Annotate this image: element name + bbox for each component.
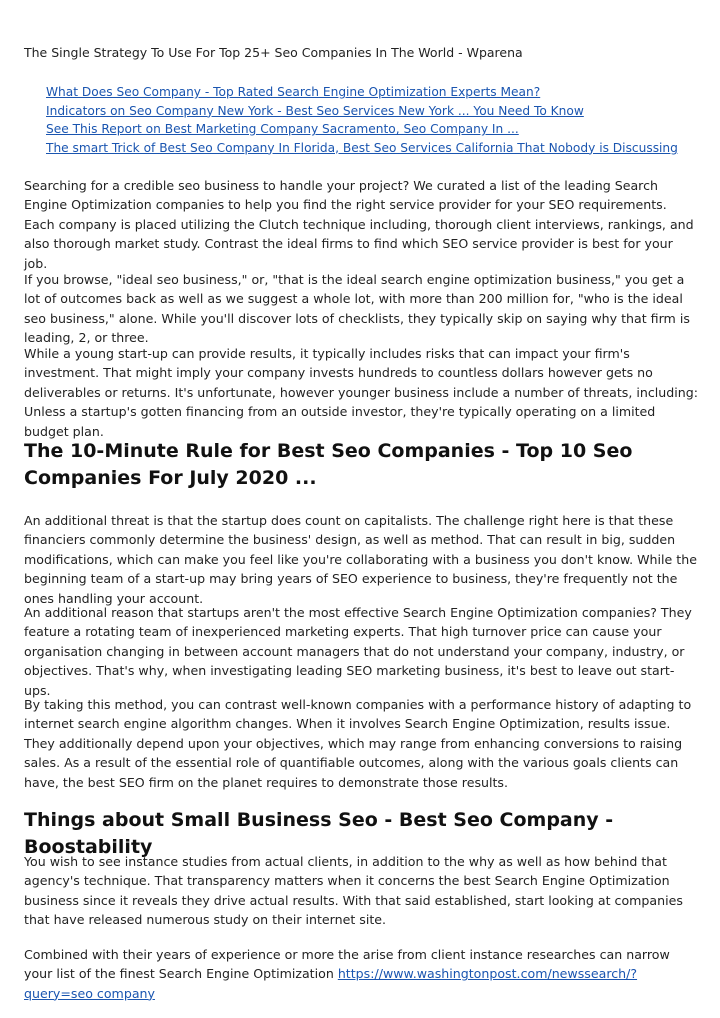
section-1-paragraph-3: By taking this method, you can contrast well-known companies with a performance history of adapting to internet search engine algorithm changes. When it involves Search Engine Optimization, results issue. They additionally depend upon your objectives, which may range from enhancing conversions to raising sales. As a result of the essential role of quantifiable outcomes, along with the various goals clients can have, the best SEO firm on the planet requires to demonstrate those results.: [24, 697, 692, 790]
section-heading-2: Things about Small Business Seo - Best Seo Company - Boostability: [24, 809, 614, 858]
toc-link-1[interactable]: What Does Seo Company - Top Rated Search Engine Optimization Experts Mean?: [46, 85, 541, 99]
toc-item: [46, 139, 678, 158]
section-2-paragraph-2-text: Combined with their years of experience or more the arise from client instance researches can narrow your list of the finest Search Engine Optimization: [24, 947, 670, 982]
intro-paragraph-1: Searching for a credible seo business to handle your project? We curated a list of the leading Search Engine Optimization companies to help you find the right service provider for your SEO requirements. Each company is placed utilizing the Clutch technique including, thorough client interviews, rankings, and also thorough market study. Contrast the ideal firms to find which SEO service provider is best for your job.: [24, 178, 694, 271]
washingtonpost-search-link[interactable]: https://www.washingtonpost.com/newssearch/?query=seo company: [24, 966, 638, 1001]
section-2-paragraph-2: [24, 945, 700, 1003]
toc-link-3[interactable]: See This Report on Best Marketing Company Sacramento, Seo Company In ...: [46, 122, 519, 136]
toc-link-4[interactable]: The smart Trick of Best Seo Company In Florida, Best Seo Services California That Nobody is Discussing: [46, 140, 678, 155]
toc-link-2[interactable]: Indicators on Seo Company New York - Best Seo Services New York ... You Need To Know: [46, 103, 584, 118]
document-title: The Single Strategy To Use For Top 25+ Seo Companies In The World - Wparena: [24, 45, 523, 60]
section-1-paragraph-2: An additional reason that startups aren't the most effective Search Engine Optimization companies? They feature a rotating team of inexperienced marketing experts. That high turnover price can cause your organisation changing in between account managers that do not understand your company, industry, or objectives. That's why, when investigating leading SEO marketing business, it's best to leave out start-ups.: [24, 605, 692, 698]
section-1-paragraph-1: An additional threat is that the startup does count on capitalists. The challenge right here is that these financiers commonly determine the business' design, as well as method. That can result in big, sudden modifications, which can make you feel like you're collaborating with a business you don't know. While the beginning team of a start-up may bring years of SEO experience to business, they're frequently not the ones handling your account.: [24, 513, 697, 606]
toc-item: [46, 120, 678, 139]
toc-item: [46, 102, 678, 121]
section-2-paragraph-1: You wish to see instance studies from actual clients, in addition to the why as well as how behind that agency's technique. That transparency matters when it concerns the best Search Engine Optimization business since it reveals they drive actual results. With that said established, start looking at companies that have released numerous study on their internet site.: [24, 854, 683, 928]
toc-item: [46, 83, 678, 102]
intro-paragraph-2: If you browse, "ideal seo business," or, "that is the ideal search engine optimization business," you get a lot of outcomes back as well as we suggest a whole lot, with more than 200 million for, "who is the ideal seo business," alone. While you'll discover lots of checklists, they typically skip on saying why that firm is leading, 2, or three.: [24, 272, 690, 346]
table-of-contents: [46, 83, 678, 157]
intro-paragraph-3: While a young start-up can provide results, it typically includes risks that can impact your firm's investment. That might imply your company invests hundreds to countless dollars however gets no deliverables or returns. It's unfortunate, however younger business include a number of threats, including: Unless a startup's gotten financing from an outside investor, they're typically operating on a limited budget plan.: [24, 346, 698, 439]
section-heading-1: The 10-Minute Rule for Best Seo Companies - Top 10 Seo Companies For July 2020 ...: [24, 440, 633, 489]
